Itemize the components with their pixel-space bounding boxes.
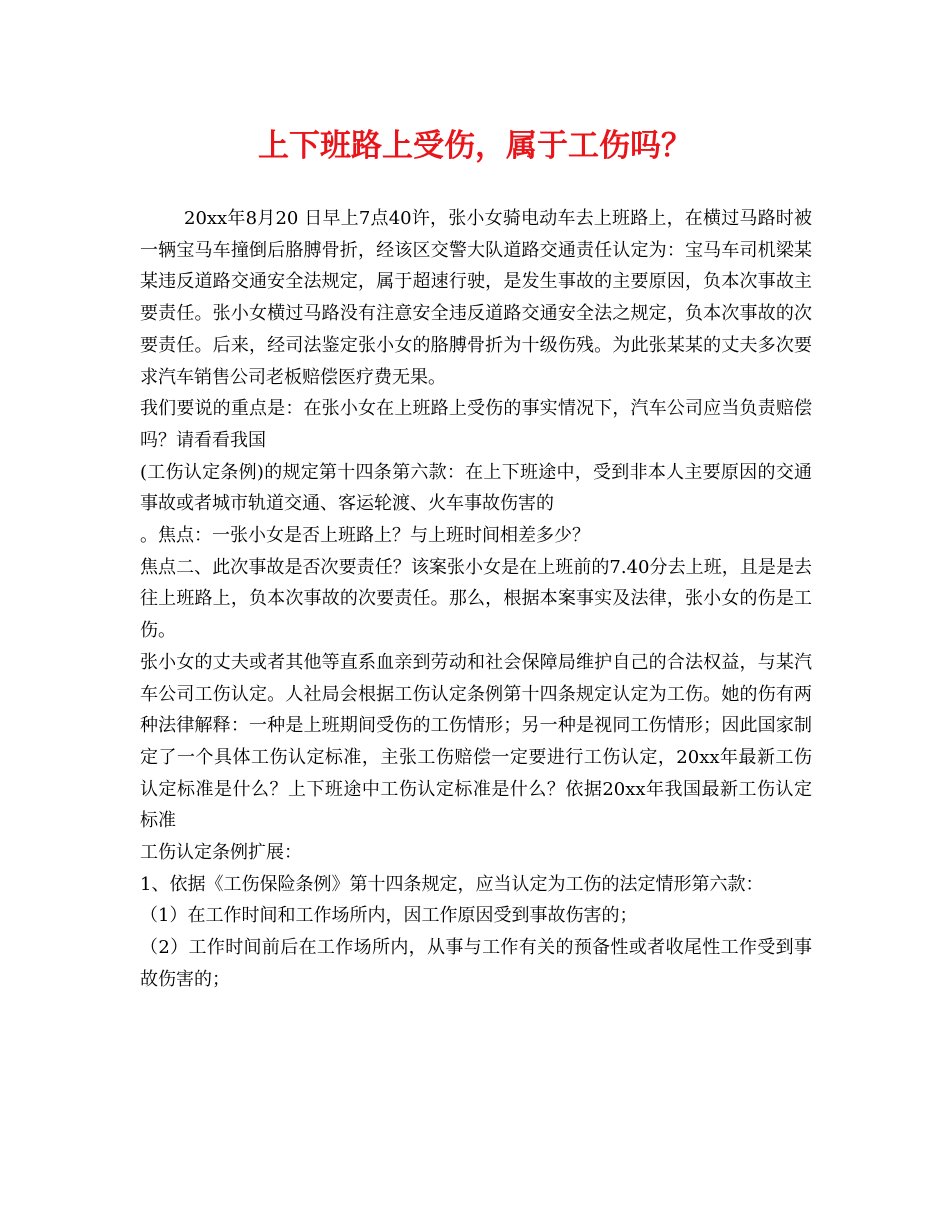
paragraph-regulation-clause: (工伤认定条例)的规定第十四条第六款：在上下班途中，受到非本人主要原因的交通事故或者城市轨道交通、客运轮渡、火车事故伤害的 [140,461,812,515]
paragraph-focus-one: 。焦点：一张小女是否上班路上？与上班时间相差多少？ [140,525,590,547]
paragraph-accident-description: 20xx年8月20 日早上7点40许，张小女骑电动车去上班路上，在横过马路时被一辆宝马车撞倒后胳膊骨折，经该区交警大队道路交通责任认定为：宝马车司机梁某某违反道路交通安全法规定，属于超速行驶，是发生事故的主要原因，负本次事故主要责任。张小女横过马路没有注意安全违反道路交通安全法之规定，负本次事故的次要责任。后来，经司法鉴定张小女的胳膊骨折为十级伤残。为此张某某的丈夫多次要求汽车销售公司老板赔偿医疗费无果。 [140,208,812,388]
paragraph-item-one: （1）在工作时间和工作场所内，因工作原因受到事故伤害的； [140,905,638,927]
paragraph-article-fourteen: 1、依据《工伤保险条例》第十四条规定，应当认定为工伤的法定情形第六款： [140,873,764,895]
document-body [140,203,812,996]
paragraph-item-two: （2）工作时间前后在工作场所内，从事与工作有关的预备性或者收尾性工作受到事故伤害的； [140,937,812,990]
document-title: 上下班路上受伤，属于工伤吗？ [258,128,692,164]
paragraph-rights-protection: 张小女的丈夫或者其他等直系血亲到劳动和社会保障局维护自己的合法权益，与某汽车公司工伤认定。人社局会根据工伤认定条例第十四条规定认定为工伤。她的伤有两种法律解释：一种是上班期间受伤的工伤情形；另一种是视同工伤情形；因此国家制定了一个具体工伤认定标准，主张工伤赔偿一定要进行工伤认定，20xx年最新工伤认定标准是什么？上下班途中工伤认定标准是什么？依据20xx年我国最新工伤认定标准 [140,651,812,832]
paragraph-extension-heading: 工伤认定条例扩展： [140,842,302,864]
paragraph-key-question: 我们要说的重点是：在张小女在上班路上受伤的事实情况下，汽车公司应当负责赔偿吗？请看看我国 [140,398,812,451]
paragraph-focus-two: 焦点二、此次事故是否次要责任？该案张小女是在上班前的7.40分去上班，且是是去往上班路上，负本次事故的次要责任。那么，根据本案事实及法律，张小女的伤是工伤。 [140,556,812,642]
